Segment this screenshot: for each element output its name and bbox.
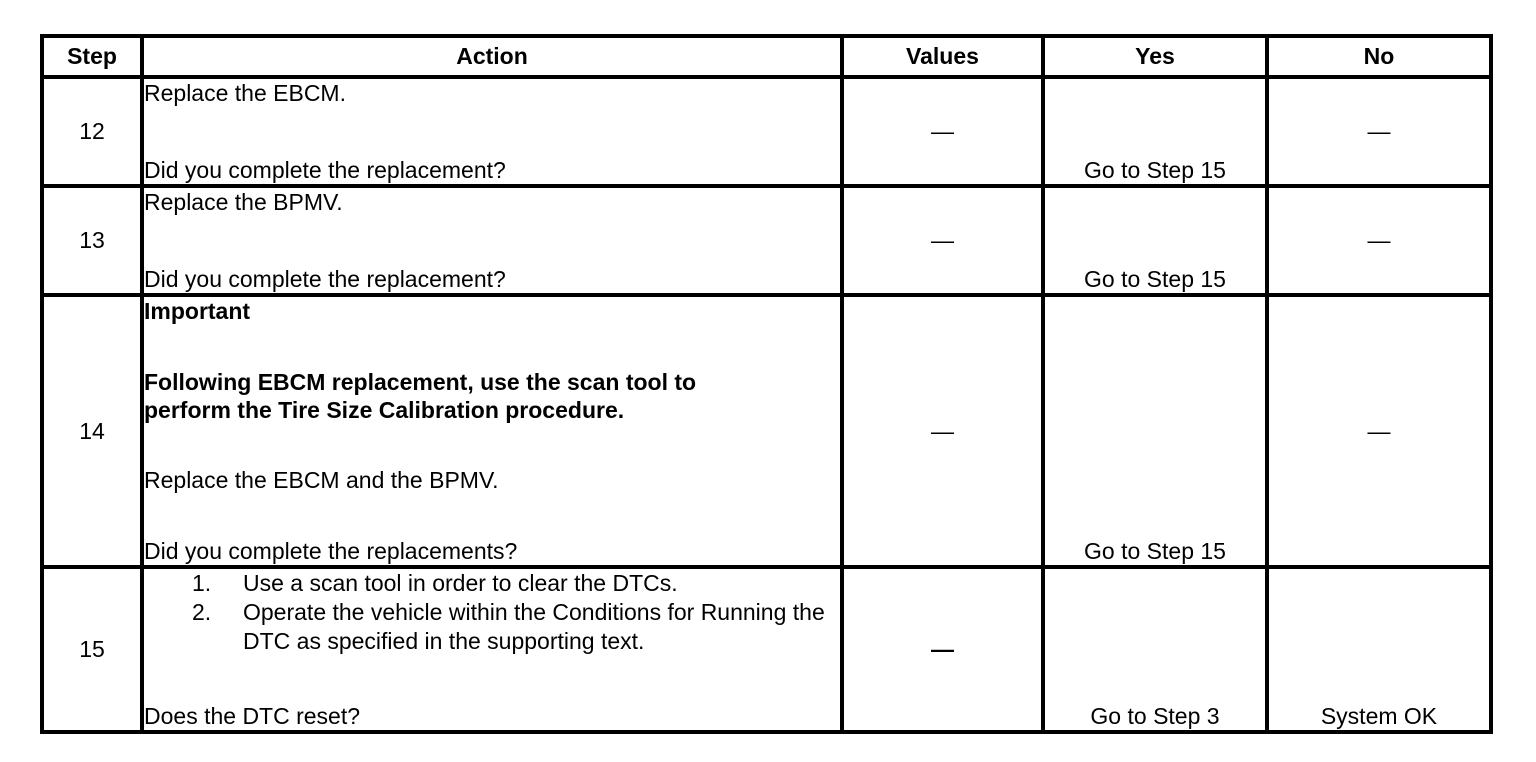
action-cell [142,77,842,186]
step-number: 13 [42,186,142,295]
values-text: — [931,227,954,253]
yes-cell: Go to Step 3 [1043,567,1267,732]
list-item [144,598,833,656]
values-text: — [931,417,954,444]
values-cell [842,77,1043,186]
header-row [42,36,1491,77]
important-title: Important [144,298,251,324]
diagnostic-table [40,34,1493,734]
header-no: No [1267,36,1491,77]
yes-cell: Go to Step 15 [1043,186,1267,295]
step-number: 14 [42,295,142,567]
list-item [144,569,840,598]
action-question: Did you complete the replacement? [144,157,506,183]
action-text: Replace the EBCM and the BPMV. [144,467,499,494]
header-values: Values [842,36,1043,77]
action-cell [142,186,842,295]
table-row [42,186,1491,295]
list-number: 2. [192,599,212,625]
values-cell [842,567,1043,732]
action-question: Does the DTC reset? [144,703,361,729]
action-text: Replace the BPMV. [144,189,343,215]
values-cell [842,295,1043,567]
header-step: Step [42,36,142,77]
values-text: — [931,636,954,662]
no-cell: System OK [1267,567,1491,732]
action-cell [142,295,842,567]
table-row [42,295,1491,567]
no-cell: — [1267,186,1491,295]
table-row [42,567,1491,732]
values-text: — [931,118,954,144]
action-question: Did you complete the replacement? [144,266,506,292]
table-row [42,77,1491,186]
list-text: Use a scan tool in order to clear the DTCs. [243,570,678,596]
header-action: Action [142,36,842,77]
no-cell: — [1267,77,1491,186]
action-cell [142,567,842,732]
yes-cell: Go to Step 15 [1043,77,1267,186]
yes-cell: Go to Step 15 [1043,295,1267,567]
action-text: Replace the EBCM. [144,80,346,106]
list-text: Operate the vehicle within the Conditions for Running the DTC as specified in the supporting text. [243,599,825,654]
step-number: 15 [42,567,142,732]
no-cell: — [1267,295,1491,567]
procedure-list [144,569,840,656]
values-cell [842,186,1043,295]
list-number: 1. [192,570,212,596]
header-yes: Yes [1043,36,1267,77]
action-question: Did you complete the replacements? [144,537,518,564]
important-note: Following EBCM replacement, use the scan tool to perform the Tire Size Calibration procedure. [144,368,697,423]
step-number: 12 [42,77,142,186]
